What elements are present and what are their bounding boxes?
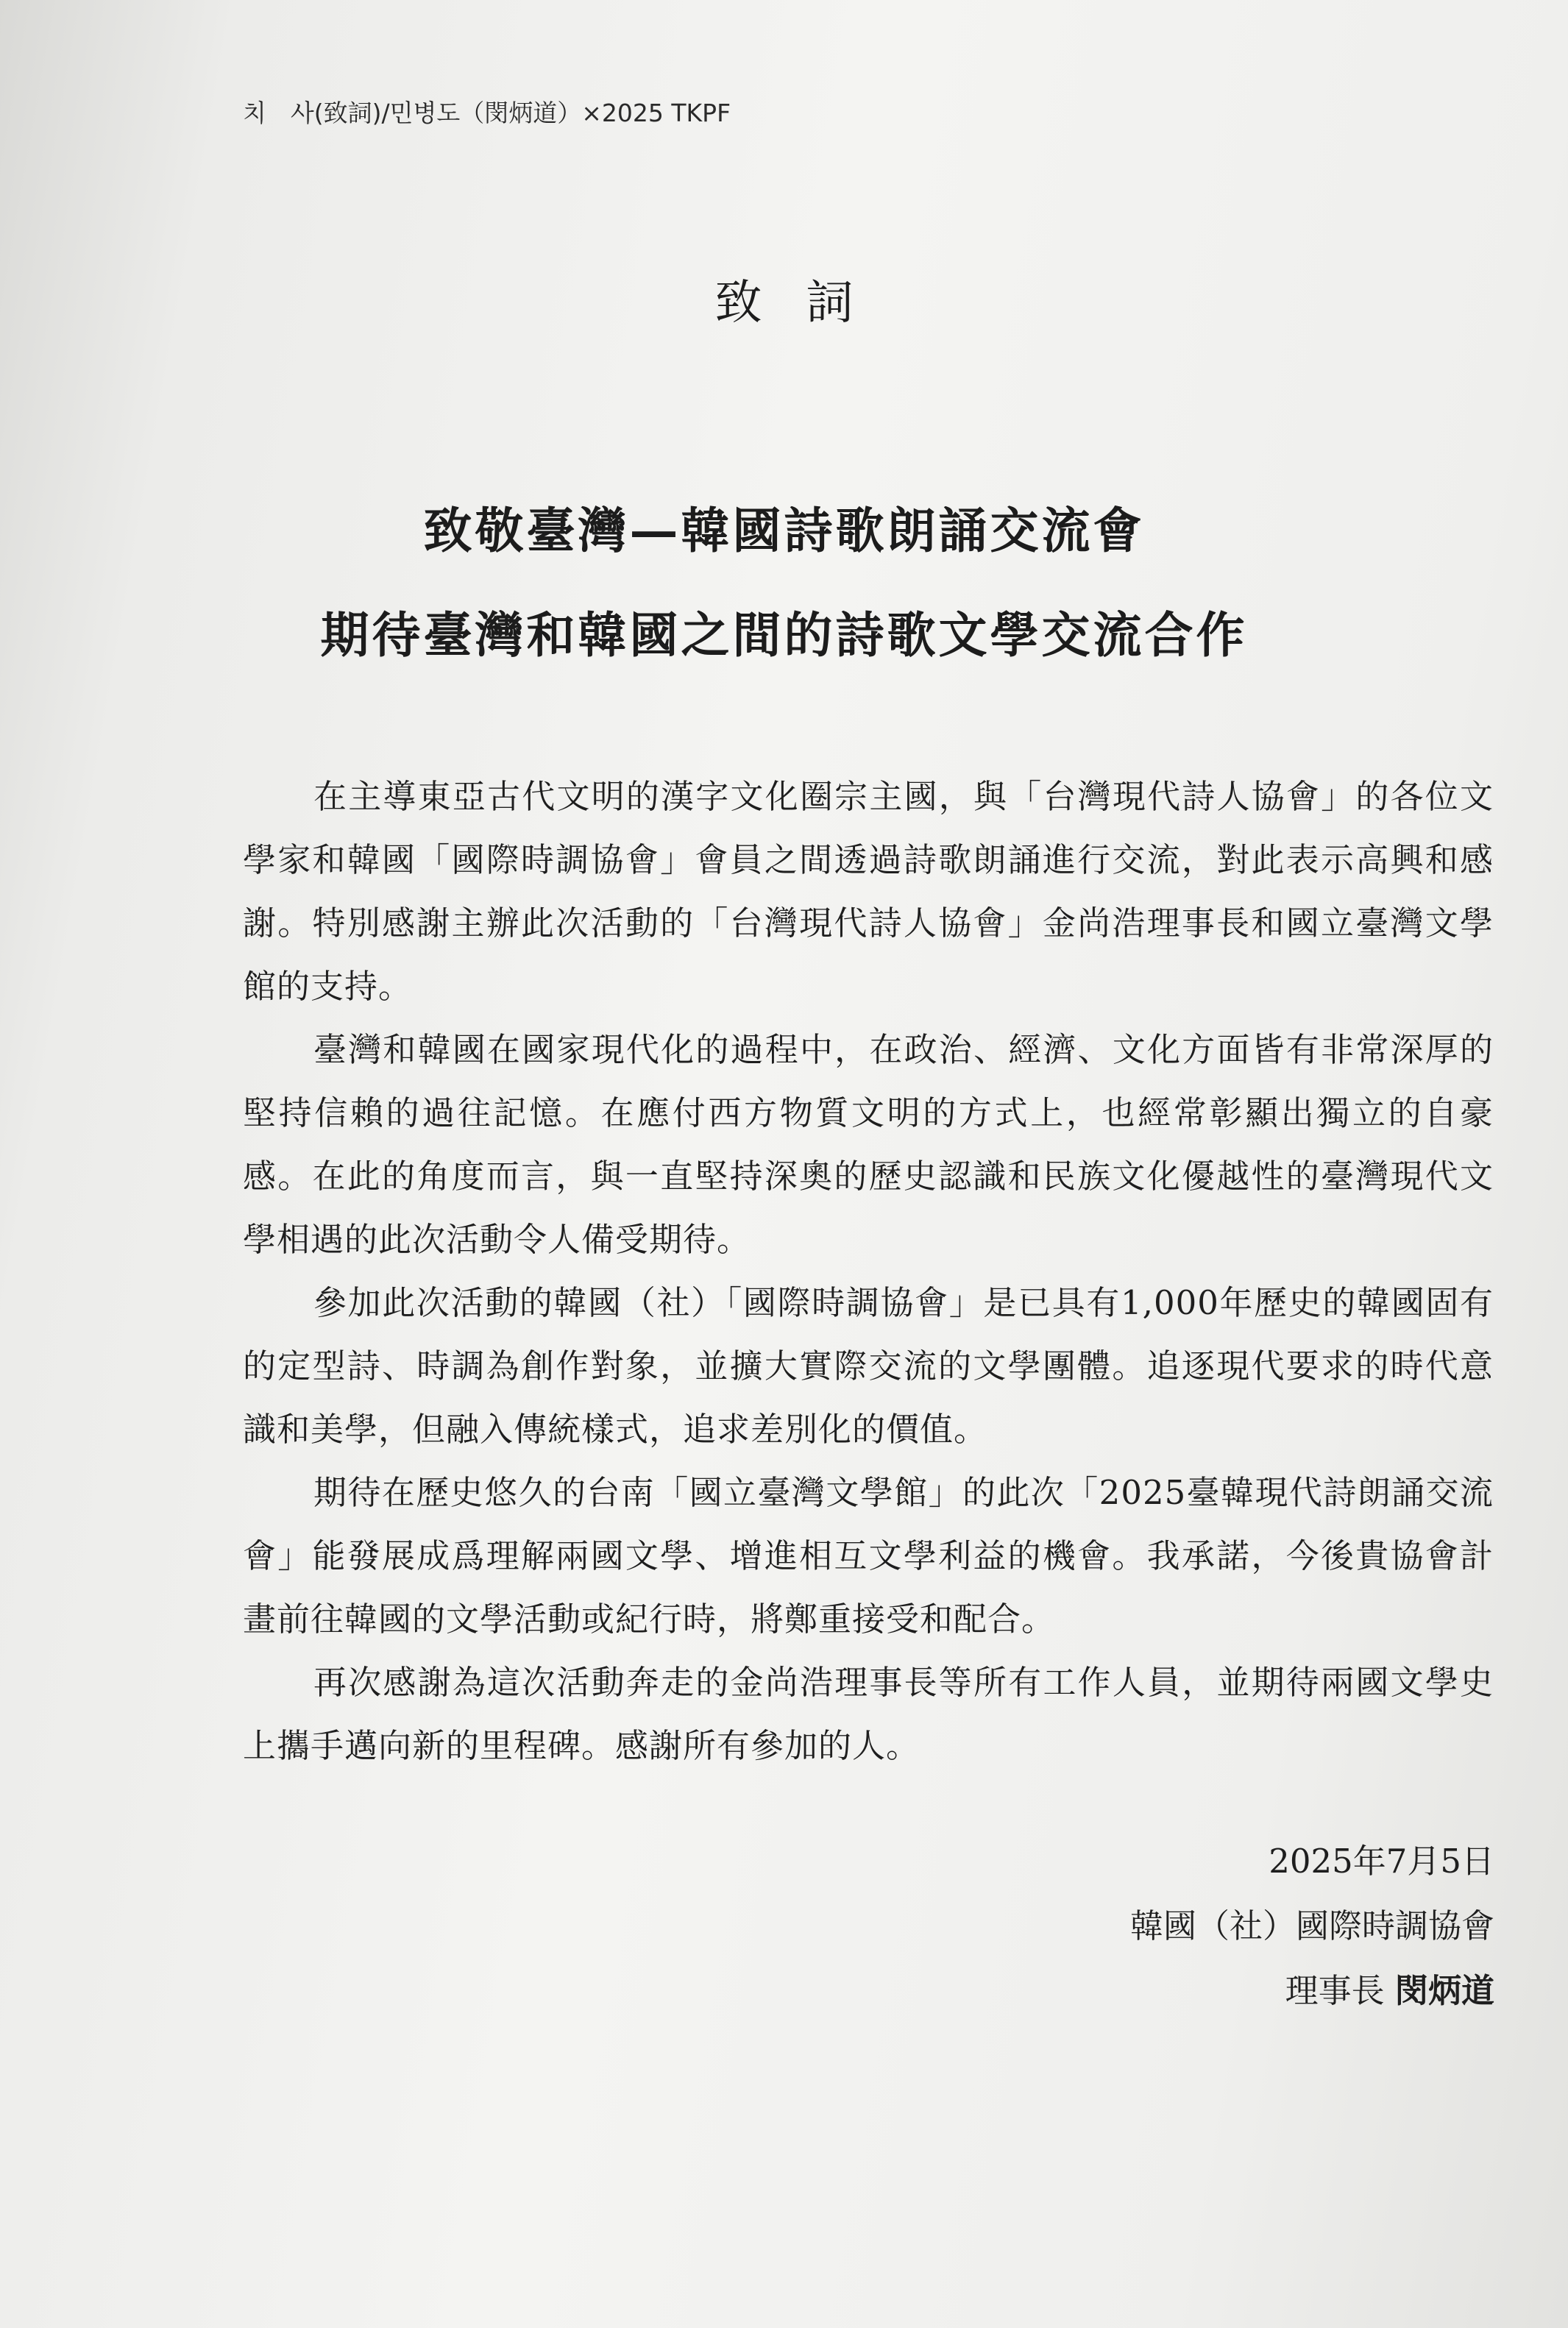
subtitle-2: 期待臺灣和韓國之間的詩歌文學交流合作 bbox=[320, 606, 1248, 664]
signature-name: 閔炳道 bbox=[1394, 1971, 1494, 2010]
body-text bbox=[243, 765, 1494, 1778]
running-head: 치 사(致詞)/민병도（閔炳道）×2025 TKPF bbox=[243, 99, 731, 127]
paragraph-5: 再次感謝為這次活動奔走的金尚浩理事長等所有工作人員，並期待兩國文學史上攜手邁向新的里程碑。感謝所有參加的人。 bbox=[243, 1663, 1494, 1765]
signature-organization: 韓國（社）國際時調協會 bbox=[1129, 1906, 1494, 1945]
paragraph-1: 在主導東亞古代文明的漢字文化圈宗主國，與「台灣現代詩人協會」的各位文學家和韓國「國際時調協會」會員之間透過詩歌朗誦進行交流，對此表示高興和感謝。特別感謝主辦此次活動的「台灣現代詩人協會」金尚浩理事長和國立臺灣文學館的支持。 bbox=[243, 777, 1494, 1006]
signature-line bbox=[1130, 1959, 1494, 2023]
signature-role: 理事長 bbox=[1285, 1971, 1385, 2010]
paragraph-4: 期待在歷史悠久的台南「國立臺灣文學館」的此次「2025臺韓現代詩朗誦交流會」能發展成爲理解兩國文學、增進相互文學利益的機會。我承諾，今後貴協會計畫前往韓國的文學活動或紀行時，將鄭重接受和配合。 bbox=[243, 1473, 1494, 1639]
signature-block bbox=[1130, 1829, 1494, 2023]
paragraph-2: 臺灣和韓國在國家現代化的過程中，在政治、經濟、文化方面皆有非常深厚的堅持信賴的過往記憶。在應付西方物質文明的方式上，也經常彰顯出獨立的自豪感。在此的角度而言，與一直堅持深奧的歷史認識和民族文化優越性的臺灣現代文學相遇的此次活動令人備受期待。 bbox=[243, 1030, 1494, 1259]
paragraph-3: 參加此次活動的韓國（社）「國際時調協會」是已具有1,000年歷史的韓國固有的定型詩、時調為創作對象，並擴大實際交流的文學團體。追逐現代要求的時代意識和美學，但融入傳統樣式，追求差別化的價值。 bbox=[243, 1283, 1494, 1449]
subtitle-1: 致敬臺灣—韓國詩歌朗誦交流會 bbox=[423, 502, 1145, 559]
page-title: 致詞 bbox=[714, 276, 898, 330]
signature-date: 2025年7月5日 bbox=[1269, 1842, 1494, 1881]
